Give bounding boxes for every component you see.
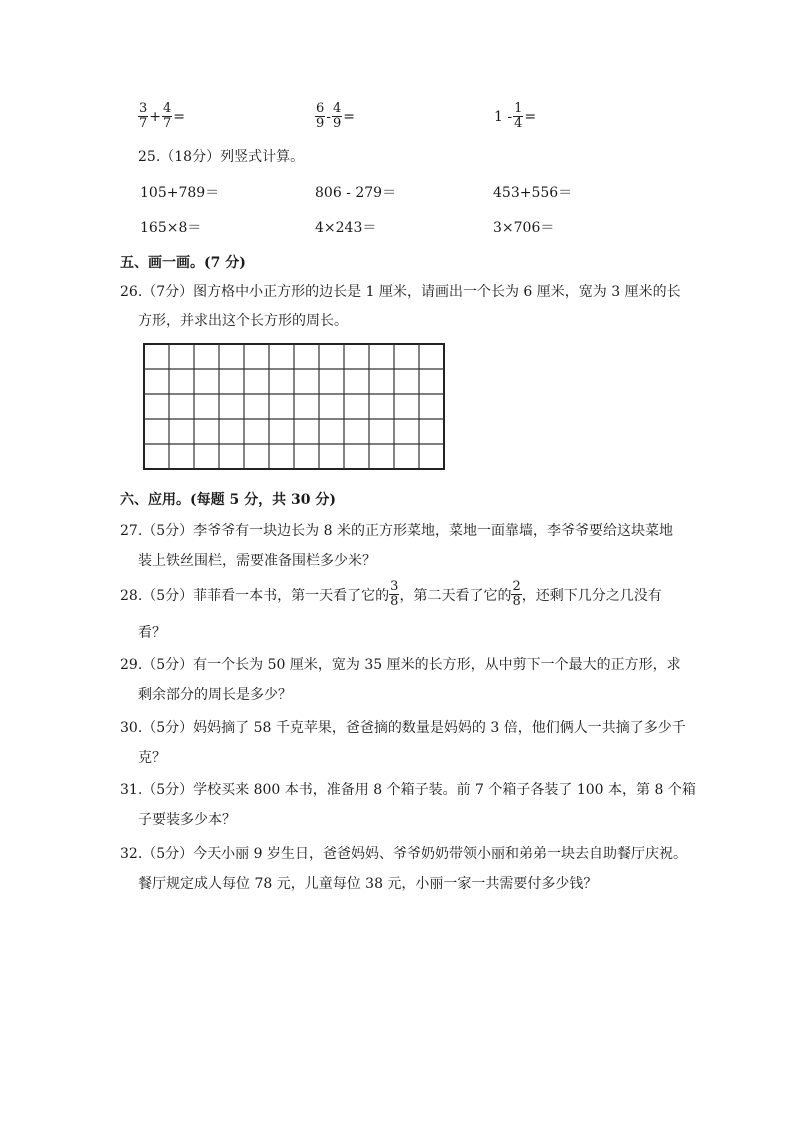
question-31-line-2: 子要装多少本？ [138, 812, 236, 828]
question-30-line-2: 克？ [138, 750, 166, 766]
fraction: $\frac{1}{4}$ [514, 101, 523, 131]
calc-item: 4×243＝ [315, 220, 377, 236]
section-6-title: 六、应用。(每题 5 分，共 30 分) [120, 492, 336, 508]
question-32-line-1: 32.（5分）今天小丽 9 岁生日，爸爸妈妈、爷爷奶奶带领小丽和弟弟一块去自助餐厅庆祝。 [120, 846, 687, 862]
fraction-expression-3: 1 - $\frac{1}{4}$ = [494, 101, 537, 131]
calc-item: 165×8＝ [140, 220, 202, 236]
question-27-line-2: 装上铁丝围栏，需要准备围栏多少米？ [138, 553, 376, 569]
square-grid[interactable] [140, 340, 450, 480]
question-30-line-1: 30.（5分）妈妈摘了 58 千克苹果，爸爸摘的数量是妈妈的 3 倍，他们俩人一共摘了多少千 [120, 720, 686, 736]
question-28-line-1: 28.（5分）菲菲看一本书，第一天看了它的 $\frac{3}{8}$ ，第二天看了它的 $\frac{2}{8}$ ，还剩下几分之几没有 [120, 579, 662, 609]
fraction: $\frac{4}{7}$ [163, 101, 172, 131]
fraction: $\frac{2}{8}$ [512, 579, 521, 609]
fraction-expression-2: $\frac{6}{9}$ - $\frac{4}{9}$ = [316, 101, 356, 131]
fraction: $\frac{3}{7}$ [139, 101, 148, 131]
question-32-line-2: 餐厅规定成人每位 78 元，儿童每位 38 元，小丽一家一共需要付多少钱？ [138, 876, 598, 892]
question-31-line-1: 31.（5分）学校买来 800 本书，准备用 8 个箱子装。前 7 个箱子各装了 100 本，第 8 个箱 [120, 782, 696, 798]
calc-item: 105+789＝ [140, 185, 220, 201]
fraction: $\frac{4}{9}$ [333, 101, 342, 131]
question-29-line-2: 剩余部分的周长是多少？ [138, 687, 292, 703]
fraction: $\frac{6}{9}$ [316, 101, 325, 131]
fraction-expression-1: $\frac{3}{7}$ + $\frac{4}{7}$ = [139, 101, 186, 131]
calc-item: 806 - 279＝ [315, 185, 397, 201]
question-29-line-1: 29.（5分）有一个长为 50 厘米，宽为 35 厘米的长方形，从中剪下一个最大的正方形，求 [120, 657, 681, 673]
fraction: $\frac{3}{8}$ [390, 579, 399, 609]
calc-item: 3×706＝ [493, 220, 555, 236]
section-5-title: 五、画一画。(7 分) [120, 255, 246, 271]
calc-item: 453+556＝ [493, 185, 573, 201]
question-27-line-1: 27.（5分）李爷爷有一块边长为 8 米的正方形菜地，菜地一面靠墙，李爷爷要给这块菜地 [120, 523, 673, 539]
question-26-line-2: 方形，并求出这个长方形的周长。 [138, 313, 348, 329]
question-25-label: 25.（18分）列竖式计算。 [138, 149, 305, 165]
question-26-line-1: 26.（7分）图方格中小正方形的边长是 1 厘米，请画出一个长为 6 厘米，宽为 3 厘米的长 [120, 284, 681, 300]
question-28-line-2: 看？ [138, 625, 166, 641]
